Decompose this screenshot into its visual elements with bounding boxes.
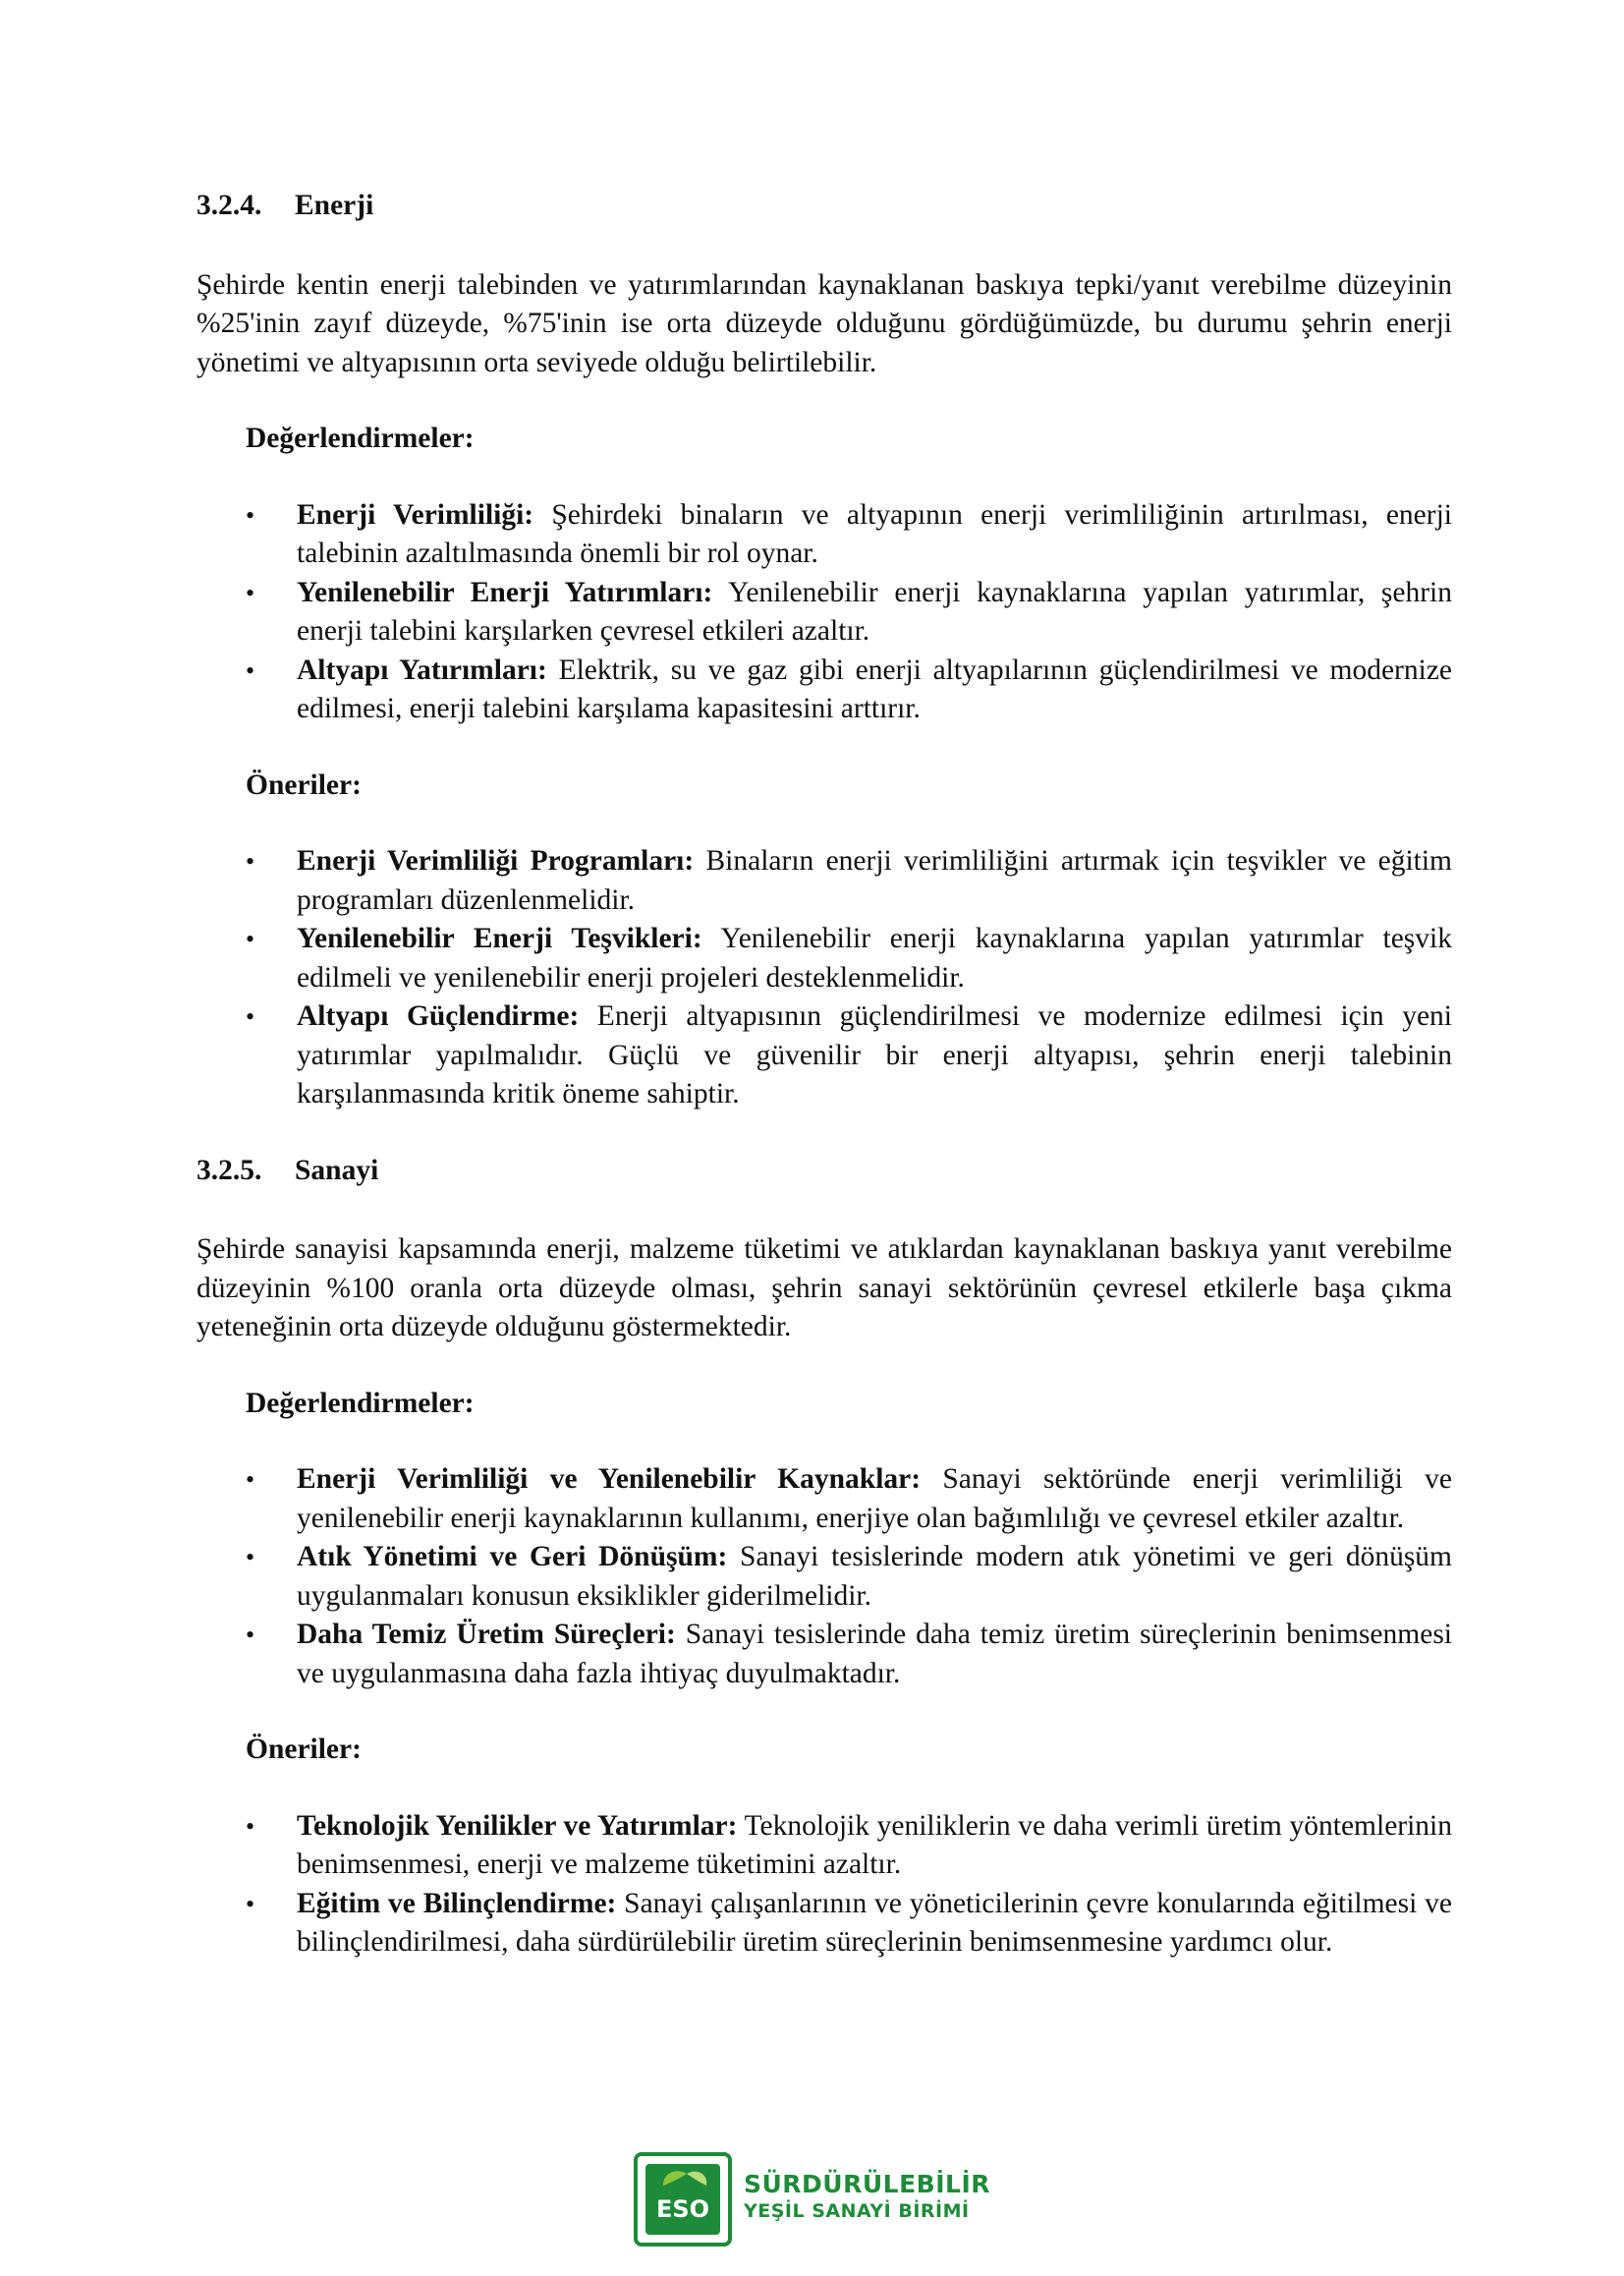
item-text: Enerji altyapısının güçlendirilmesi ve modernize edilmesi için yeni yatırımlar yapılmalıdır. Güçlü ve güvenilir bir enerji altyapısı, şehrin enerji talebinin karşılanmasında kritik öneme sahiptir. (297, 1000, 1452, 1110)
bullet-icon: • (246, 1465, 255, 1494)
recommendations-list (196, 1807, 1452, 1963)
emblem-text: ESO (655, 2195, 710, 2223)
list-item (246, 997, 1452, 1114)
section-title: Sanayi (295, 1154, 379, 1186)
item-text: Sanayi çalışanlarının ve yöneticilerinin çevre konularında eğitilmesi ve bilinçlendirilmesi, daha sürdürülebilir üretim süreçlerinin benimsenmesine yardımcı olur. (297, 1887, 1452, 1958)
item-label: Altyapı Güçlendirme: (297, 1000, 580, 1032)
assessments-heading: Değerlendirmeler: (246, 1387, 475, 1419)
item-label: Enerji Verimliliği Programları: (297, 845, 695, 877)
bullet-icon: • (246, 1621, 255, 1649)
item-label: Atık Yönetimi ve Geri Dönüşüm: (297, 1541, 728, 1572)
bullet-icon: • (246, 1002, 255, 1031)
section-intro-paragraph: Şehirde kentin enerji talebinden ve yatırımlarından kaynaklanan baskıya tepki/yanıt verebilme düzeyinin %25'inin zayıf düzeyde, %75'inin ise orta düzeyde olduğunu gördüğümüzde, bu durumu şehrin enerji yönetimi ve altyapısının orta seviyede olduğu belirtilebilir. (196, 268, 1452, 378)
list-item (246, 496, 1452, 574)
list-item (246, 920, 1452, 997)
bullet-icon: • (246, 500, 255, 530)
item-label: Yenilenebilir Enerji Yatırımları: (297, 576, 713, 608)
bullet-icon: • (246, 1889, 255, 1918)
eso-emblem-icon (634, 2152, 732, 2247)
list-item (246, 652, 1453, 729)
recommendations-heading: Öneriler: (246, 1734, 362, 1765)
bullet-icon: • (246, 847, 255, 876)
item-text: Sanayi sektöründe enerji verimliliği ve yenilenebilir enerji kaynaklarının kullanımı, enerjiye olan bağımlılığı ve çevresel etkiler azaltır. (297, 1463, 1452, 1534)
item-text: Binaların enerji verimliliğini artırmak için teşvikler ve eğitim programları düzenlenmelidir. (297, 845, 1452, 916)
list-item (246, 1616, 1452, 1693)
item-label: Enerji Verimliliği: (297, 498, 534, 531)
list-item (246, 842, 1452, 920)
item-label: Eğitim ve Bilinçlendirme: (297, 1887, 617, 1919)
section-heading-enerji (196, 187, 1452, 226)
item-text: Sanayi tesislerinde daha temiz üretim süreçlerinin benimsenmesi ve uygulanmasına daha fazla ihtiyaç duyulmaktadır. (297, 1619, 1452, 1689)
bullet-icon: • (246, 1543, 255, 1571)
item-label: Teknolojik Yenilikler ve Yatırımlar: (297, 1809, 738, 1842)
assessments-list (196, 496, 1452, 729)
list-item (246, 1807, 1452, 1885)
item-text: Teknolojik yeniliklerin ve daha verimli üretim yöntemlerinin benimsenmesi, enerji ve malzeme tüketimini azaltır. (297, 1809, 1452, 1880)
logo-line2: YEŞİL SANAYİ BİRİMİ (744, 2200, 970, 2222)
footer-logo (634, 2152, 991, 2247)
item-text: Sanayi tesislerinde modern atık yönetimi ve geri dönüşüm uygulanmaları konusun eksiklikler giderilmelidir. (297, 1541, 1453, 1612)
bullet-icon: • (246, 1811, 255, 1841)
item-text: Elektrik, su ve gaz gibi enerji altyapılarının güçlendirilmesi ve modernize edilmesi, enerji talebini karşılama kapasitesini arttırır. (297, 654, 1453, 724)
section-number: 3.2.5. (196, 1154, 262, 1186)
logo-line1: SÜRDÜRÜLEBİLİR (744, 2170, 991, 2198)
bullet-icon: • (246, 578, 255, 607)
item-label: Yenilenebilir Enerji Teşvikleri: (297, 923, 702, 954)
item-label: Daha Temiz Üretim Süreçleri: (297, 1619, 676, 1650)
bullet-icon: • (246, 655, 255, 685)
section-number: 3.2.4. (196, 190, 262, 221)
list-item (246, 1885, 1452, 1963)
list-item (246, 574, 1453, 652)
list-item (246, 1460, 1452, 1538)
item-text: Yenilenebilir enerji kaynaklarına yapılan yatırımlar, şehrin enerji talebini karşılarken çevresel etkileri azaltır. (297, 576, 1453, 647)
recommendations-list (196, 842, 1452, 1114)
item-text: Şehirdeki binaların ve altyapının enerji verimliliğinin artırılması, enerji talebinin azaltılmasında önemli bir rol oynar. (297, 498, 1452, 569)
document-body (196, 187, 1452, 2000)
recommendations-heading: Öneriler: (246, 768, 362, 801)
section-title: Enerji (295, 190, 374, 221)
assessments-list (196, 1460, 1452, 1693)
section-heading-sanayi (196, 1152, 1452, 1191)
bullet-icon: • (246, 925, 255, 953)
list-item (246, 1538, 1453, 1616)
item-text: Yenilenebilir enerji kaynaklarına yapılan yatırımlar teşvik edilmeli ve yenilenebilir enerji projeleri desteklenmelidir. (297, 923, 1452, 994)
assessments-heading: Değerlendirmeler: (246, 423, 475, 454)
item-label: Enerji Verimliliği ve Yenilenebilir Kaynaklar: (297, 1463, 922, 1495)
section-intro-paragraph: Şehirde sanayisi kapsamında enerji, malzeme tüketimi ve atıklardan kaynaklanan baskıya yanıt verebilme düzeyinin %100 oranla orta düzeyde olması, şehrin sanayi sektörünün çevresel etkilerle başa çıkma yeteneğinin orta düzeyde olduğunu göstermektedir. (196, 1233, 1452, 1342)
item-label: Altyapı Yatırımları: (297, 654, 547, 686)
logo-text (744, 2170, 990, 2223)
